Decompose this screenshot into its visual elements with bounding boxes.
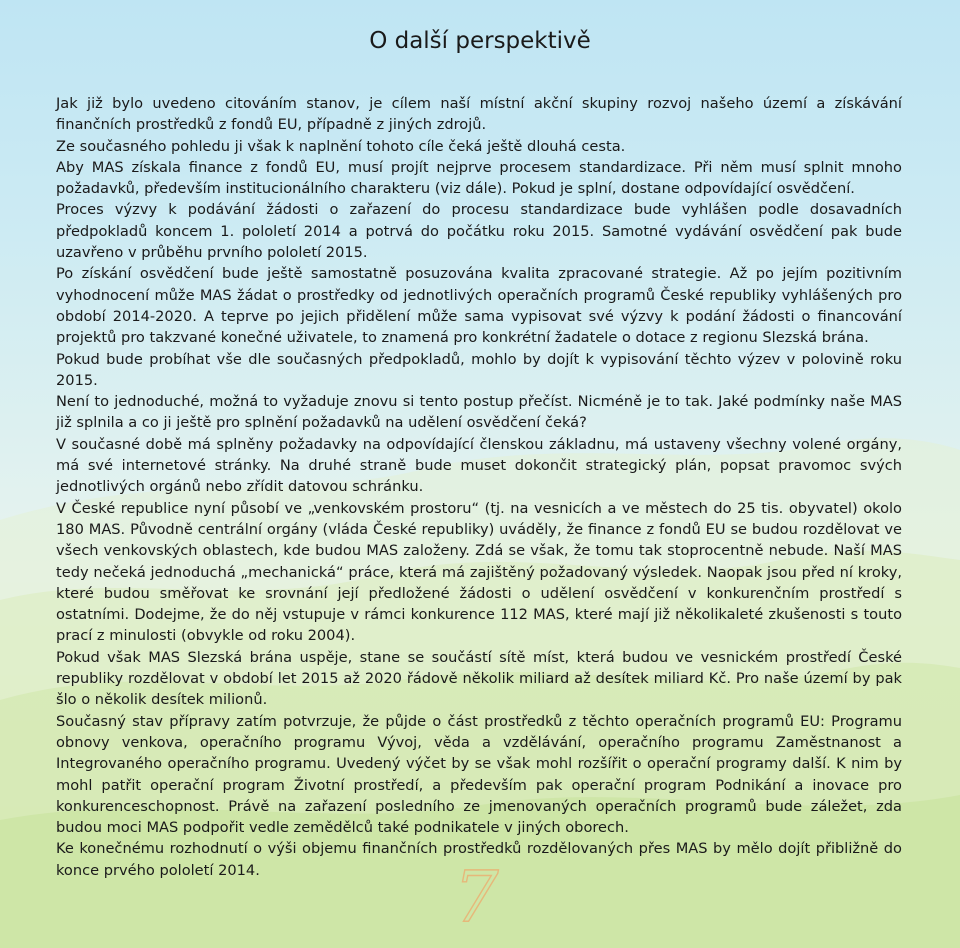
paragraph: Po získání osvědčení bude ještě samostatně posuzována kvalita zpracované strategie. Až po jejím pozitivním vyhodnocení může MAS žádat o prostředky od jednotlivých operačních programů České republiky vyhlášených pro období 2014-2020. A teprve po jejich přidělení může sama vypisovat své výzvy k podání žádosti o financování projektů pro takzvané konečné uživatele, to znamená pro konkrétní žadatele o dotace z regionu Slezská brána. [56,265,902,347]
paragraph: Jak již bylo uvedeno citováním stanov, je cílem naší místní akční skupiny rozvoj našeho území a získávání finančních prostředků z fondů EU, případně z jiných zdrojů. [56,95,902,134]
article-body [56,93,902,881]
paragraph: Ke konečnému rozhodnutí o výši objemu finančních prostředků rozdělovaných přes MAS by mělo dojít přibližně do konce prvého pololetí 2014. [56,840,902,879]
page-number: 7 [454,856,499,938]
paragraph: V současné době má splněny požadavky na odpovídající členskou základnu, má ustaveny všechny volené orgány, má své internetové stránky. Na druhé straně bude muset dokončit strategický plán, popsat pravomoc svých jednotlivých orgánů nebo zřídit datovou schránku. [56,435,902,496]
page-title: O další perspektivě [369,28,591,54]
paragraph: Není to jednoduché, možná to vyžaduje znovu si tento postup přečíst. Nicméně je to tak. Jaké podmínky naše MAS již splnila a co ji ještě pro splnění požadavků na udělení osvědčení čeká? [56,393,902,432]
paragraph: Pokud však MAS Slezská brána uspěje, stane se součástí sítě míst, která budou ve vesnickém prostředí České republiky rozdělovat v období let 2015 až 2020 řádově několik miliard až desítek miliard Kč. Pro naše území by pak šlo o několik desítek milionů. [56,648,902,709]
paragraph: Současný stav přípravy zatím potvrzuje, že půjde o část prostředků z těchto operačních programů EU: Programu obnovy venkova, operačního programu Vývoj, věda a vzdělávání, operačního programu Zaměstnanost a Integrovaného operačního programu. Uvedený výčet by se však mohl rozšířit o operační programy další. K nim by mohl patřit operační program Životní prostředí, a především pak operační program Podnikání a inovace pro konkurenceschopnost. Právě na zařazení posledního ze jmenovaných operačních programů bude záležet, zda budou moci MAS podpořit vedle zemědělců také podnikatele v jiných oborech. [56,712,902,837]
paragraph: Ze současného pohledu ji však k naplnění tohoto cíle čeká ještě dlouhá cesta. [56,137,626,155]
paragraph: Pokud bude probíhat vše dle současných předpokladů, mohlo by dojít k vypisování těchto výzev v polovině roku 2015. [56,350,902,389]
paragraph: Aby MAS získala finance z fondů EU, musí projít nejprve procesem standardizace. Při něm musí splnit mnoho požadavků, především institucionálního charakteru (viz dále). Pokud je splní, dostane odpovídající osvědčení. [56,158,902,198]
paragraph: Proces výzvy k podávání žádosti o zařazení do procesu standardizace bude vyhlášen podle dosavadních předpokladů koncem 1. pololetí 2014 a potrvá do počátku roku 2015. Samotné vydávání osvědčení pak bude uzavřeno v průběhu prvního pololetí 2015. [56,201,902,262]
paragraph: V České republice nyní působí ve „venkovském prostoru“ (tj. na vesnicích a ve městech do 25 tis. obyvatel) okolo 180 MAS. Původně centrální orgány (vláda České republiky) uváděly, že finance z fondů EU se budou rozdělovat ve všech venkovských oblastech, kde budou MAS založeny. Zdá se však, že tomu tak stoprocentně nebude. Naší MAS tedy nečeká jednoduchá „mechanická“ práce, která má zajištěný požadovaný výsledek. Naopak jsou před ní kroky, které budou směřovat ke srovnání její předložené žádosti o udělení osvědčení v konkurenčním prostředí s ostatními. Dodejme, že do něj vstupuje v rámci konkurence 112 MAS, které mají již několikaleté zkušenosti s touto prací z minulosti (obvykle od roku 2004). [56,499,902,645]
